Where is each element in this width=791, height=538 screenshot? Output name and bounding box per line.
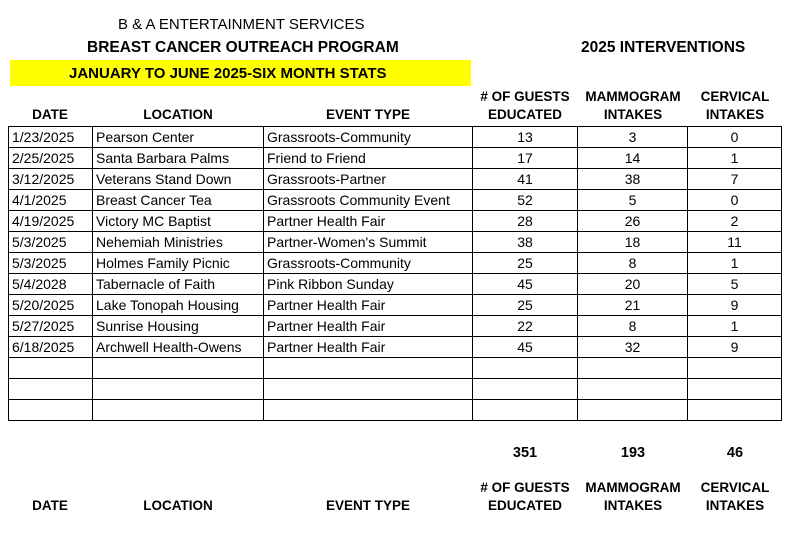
cell-date: 3/12/2025 — [9, 169, 93, 190]
cell-mammogram: 32 — [578, 337, 688, 358]
cell-mammogram — [578, 400, 688, 421]
cell-mammogram: 20 — [578, 274, 688, 295]
cell-date: 4/1/2025 — [9, 190, 93, 211]
cell-cervical — [688, 400, 782, 421]
cell-location — [93, 400, 264, 421]
cell-event-type: Partner Health Fair — [264, 211, 473, 232]
cell-event-type: Friend to Friend — [264, 148, 473, 169]
cell-guests — [473, 400, 578, 421]
cell-mammogram: 21 — [578, 295, 688, 316]
header-location: LOCATION — [143, 107, 213, 122]
cell-mammogram: 26 — [578, 211, 688, 232]
table-row — [9, 169, 782, 190]
cell-mammogram: 14 — [578, 148, 688, 169]
cell-date: 2/25/2025 — [9, 148, 93, 169]
table-row — [9, 274, 782, 295]
cell-event-type: Pink Ribbon Sunday — [264, 274, 473, 295]
header-mammogram-line2: INTAKES — [603, 107, 663, 122]
cell-guests: 45 — [473, 337, 578, 358]
header-cervical-line2: INTAKES — [705, 107, 765, 122]
cell-location: Veterans Stand Down — [93, 169, 264, 190]
footer-header-mammogram-line2: INTAKES — [603, 498, 663, 513]
cell-event-type: Partner Health Fair — [264, 295, 473, 316]
cell-event-type — [264, 358, 473, 379]
cell-cervical — [688, 379, 782, 400]
cell-guests — [473, 379, 578, 400]
footer-header-date: DATE — [32, 498, 68, 513]
cell-cervical: 9 — [688, 295, 782, 316]
table-row — [9, 337, 782, 358]
cell-event-type — [264, 400, 473, 421]
cell-mammogram: 3 — [578, 127, 688, 148]
cell-location: Lake Tonopah Housing — [93, 295, 264, 316]
cell-event-type: Partner Health Fair — [264, 316, 473, 337]
table-row — [9, 211, 782, 232]
table-row — [9, 253, 782, 274]
cell-guests: 28 — [473, 211, 578, 232]
cell-date: 5/4/2028 — [9, 274, 93, 295]
cell-location — [93, 379, 264, 400]
cell-location: Victory MC Baptist — [93, 211, 264, 232]
cell-mammogram: 5 — [578, 190, 688, 211]
cell-location: Sunrise Housing — [93, 316, 264, 337]
cell-event-type: Grassroots-Partner — [264, 169, 473, 190]
cell-event-type: Grassroots Community Event — [264, 190, 473, 211]
table-row — [9, 400, 782, 421]
cell-location: Pearson Center — [93, 127, 264, 148]
cell-cervical: 1 — [688, 148, 782, 169]
cell-event-type: Partner Health Fair — [264, 337, 473, 358]
period-banner — [10, 60, 471, 86]
cell-location: Santa Barbara Palms — [93, 148, 264, 169]
cell-date — [9, 400, 93, 421]
footer-header-mammogram-line1: MAMMOGRAM — [585, 480, 681, 495]
total-mammogram: 193 — [620, 445, 646, 461]
total-cervical: 46 — [726, 445, 744, 461]
footer-header-location: LOCATION — [143, 498, 213, 513]
total-guests: 351 — [512, 445, 538, 461]
cell-guests: 25 — [473, 295, 578, 316]
table-row — [9, 190, 782, 211]
cell-cervical: 5 — [688, 274, 782, 295]
footer-header-guests-line1: # OF GUESTS — [480, 480, 570, 495]
table-row — [9, 358, 782, 379]
header-cervical-line1: CERVICAL — [700, 89, 770, 104]
company-name: B & A ENTERTAINMENT SERVICES — [118, 16, 365, 33]
interventions-title: 2025 INTERVENTIONS — [581, 39, 746, 56]
period-banner-text: JANUARY TO JUNE 2025-SIX MONTH STATS — [69, 65, 387, 82]
header-guests-line1: # OF GUESTS — [480, 89, 570, 104]
cell-date: 5/3/2025 — [9, 232, 93, 253]
table-row — [9, 127, 782, 148]
cell-date: 5/27/2025 — [9, 316, 93, 337]
program-title: BREAST CANCER OUTREACH PROGRAM — [87, 39, 399, 56]
table-row — [9, 379, 782, 400]
table-row — [9, 316, 782, 337]
footer-header-event-type: EVENT TYPE — [325, 498, 411, 513]
cell-cervical: 11 — [688, 232, 782, 253]
footer-header-guests-line2: EDUCATED — [488, 498, 562, 513]
cell-location: Tabernacle of Faith — [93, 274, 264, 295]
cell-cervical: 2 — [688, 211, 782, 232]
header-mammogram-line1: MAMMOGRAM — [585, 89, 681, 104]
cell-date: 5/3/2025 — [9, 253, 93, 274]
header-date: DATE — [32, 107, 68, 122]
cell-guests: 22 — [473, 316, 578, 337]
cell-cervical: 9 — [688, 337, 782, 358]
cell-date: 1/23/2025 — [9, 127, 93, 148]
table-row — [9, 295, 782, 316]
cell-mammogram — [578, 379, 688, 400]
cell-cervical: 7 — [688, 169, 782, 190]
cell-mammogram: 8 — [578, 253, 688, 274]
cell-mammogram — [578, 358, 688, 379]
cell-cervical: 0 — [688, 127, 782, 148]
cell-date: 5/20/2025 — [9, 295, 93, 316]
cell-date: 4/19/2025 — [9, 211, 93, 232]
cell-guests: 52 — [473, 190, 578, 211]
cell-mammogram: 18 — [578, 232, 688, 253]
cell-cervical: 1 — [688, 253, 782, 274]
cell-mammogram: 8 — [578, 316, 688, 337]
cell-event-type: Grassroots-Community — [264, 127, 473, 148]
cell-guests: 45 — [473, 274, 578, 295]
cell-location: Holmes Family Picnic — [93, 253, 264, 274]
cell-guests — [473, 358, 578, 379]
cell-date: 6/18/2025 — [9, 337, 93, 358]
cell-guests: 17 — [473, 148, 578, 169]
cell-location: Archwell Health-Owens — [93, 337, 264, 358]
cell-guests: 38 — [473, 232, 578, 253]
header-event-type: EVENT TYPE — [325, 107, 411, 122]
cell-event-type: Grassroots-Community — [264, 253, 473, 274]
table-row — [9, 232, 782, 253]
cell-date — [9, 379, 93, 400]
cell-date — [9, 358, 93, 379]
cell-location: Nehemiah Ministries — [93, 232, 264, 253]
cell-mammogram: 38 — [578, 169, 688, 190]
cell-event-type — [264, 379, 473, 400]
interventions-table-body — [9, 127, 782, 421]
cell-cervical: 1 — [688, 316, 782, 337]
cell-guests: 13 — [473, 127, 578, 148]
footer-header-cervical-line2: INTAKES — [705, 498, 765, 513]
header-guests-line2: EDUCATED — [488, 107, 562, 122]
table-row — [9, 148, 782, 169]
cell-location: Breast Cancer Tea — [93, 190, 264, 211]
cell-cervical: 0 — [688, 190, 782, 211]
cell-cervical — [688, 358, 782, 379]
cell-guests: 41 — [473, 169, 578, 190]
cell-event-type: Partner-Women's Summit — [264, 232, 473, 253]
footer-header-cervical-line1: CERVICAL — [700, 480, 770, 495]
cell-location — [93, 358, 264, 379]
cell-guests: 25 — [473, 253, 578, 274]
interventions-table — [8, 126, 782, 421]
